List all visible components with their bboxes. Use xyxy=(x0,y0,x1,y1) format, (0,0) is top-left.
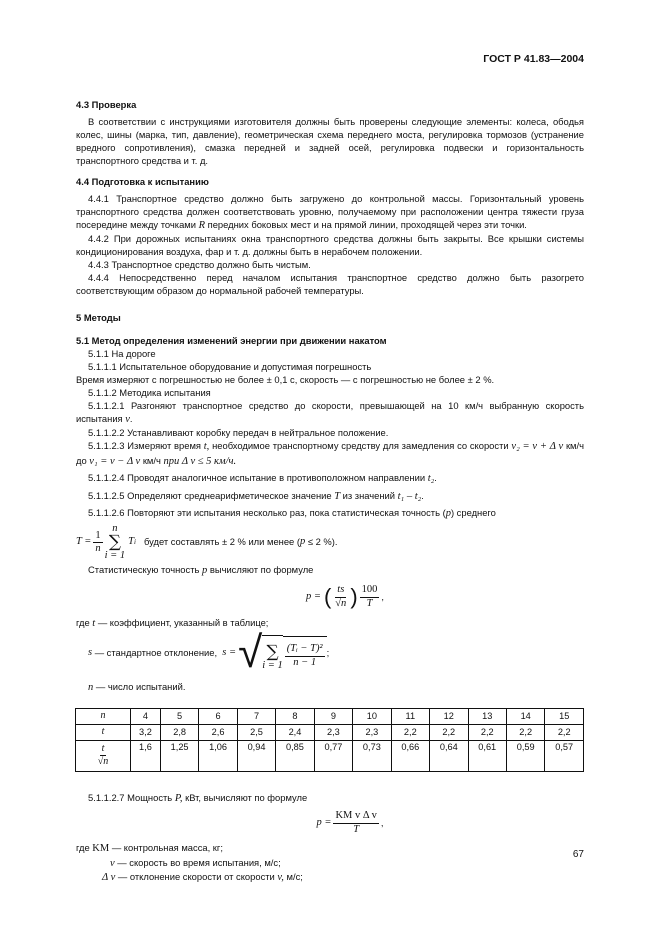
page-content xyxy=(76,92,584,886)
table-cell: 2,3 xyxy=(314,724,352,740)
table-cell: 2,2 xyxy=(468,724,506,740)
table-row xyxy=(76,724,584,740)
para-4-4-4: 4.4.4 Непосредственно перед началом испытания транспортное средство должно быть разогрето соответствующим образом до нормальной рабочей температуры. xyxy=(76,272,584,297)
table-cell: 2,2 xyxy=(430,724,468,740)
table-cell: 2,2 xyxy=(506,724,544,740)
table-cell: 2,6 xyxy=(199,724,237,740)
table-cell: 11 xyxy=(391,708,429,724)
para-4-4-2: 4.4.2 При дорожных испытаниях окна транспортного средства должны быть закрыты. Все крышки системы кондиционирования воздуха, фар и т. д. должны быть в нерабочем положении. xyxy=(76,233,584,258)
table-cell: 0,57 xyxy=(545,740,584,771)
table-cell: 0,66 xyxy=(391,740,429,771)
para-5-1-1-2-4: 5.1.1.2.4 Проводят аналогичное испытание в противоположном направлении t₂. xyxy=(88,472,437,485)
table-cell: 2,4 xyxy=(276,724,314,740)
para-5-1-1-2-1: 5.1.1.2.1 Разгоняют транспортное средство до скорости, превышающей на 10 км/ч выбранную скорость испытания v. xyxy=(76,399,584,425)
table-cell: 0,61 xyxy=(468,740,506,771)
section-4-4-title: 4.4 Подготовка к испытанию xyxy=(76,175,209,187)
table-row xyxy=(76,708,584,724)
where-n: n — число испытаний. xyxy=(88,681,186,694)
para-stat-accuracy: Статистическую точность p вычисляют по формуле xyxy=(88,563,314,576)
table-cell: 15 xyxy=(545,708,584,724)
table-row-header: n xyxy=(76,708,131,724)
table-cell: 1,6 xyxy=(131,740,161,771)
para-5-1-1-2-5: 5.1.1.2.5 Определяют среднеарифметическое значение T из значений t₁ – t₂. xyxy=(88,489,424,502)
table-cell: 0,94 xyxy=(237,740,275,771)
table-cell: 4 xyxy=(131,708,161,724)
section-5-title: 5 Методы xyxy=(76,312,121,324)
para-time-accuracy: Время измеряют с погрешностью не более ± 0,1 с, скорость — с погрешностью не более ± 2 %. xyxy=(76,373,495,385)
table-cell: 0,64 xyxy=(430,740,468,771)
table-cell: 2,8 xyxy=(160,724,198,740)
table-cell: 1,06 xyxy=(199,740,237,771)
table-row xyxy=(76,740,584,771)
table-cell: 12 xyxy=(430,708,468,724)
formula-s: s — стандартное отклонение, s = √ ∑ i = 1 $\frac{\text{(Tᵢ − T)²}}{n - 1}$ ; xyxy=(88,627,330,679)
table-cell: 1,25 xyxy=(160,740,198,771)
table-row-header: $\frac{t}{√n}$ xyxy=(76,740,131,771)
section-4-3-title: 4.3 Проверка xyxy=(76,99,137,110)
document-code: ГОСТ Р 41.83—2004 xyxy=(483,53,584,65)
table-cell: 14 xyxy=(506,708,544,724)
formula-power: p = $\frac{\text{KM v Δ v}}{T}$ , xyxy=(316,810,384,835)
table-cell: 10 xyxy=(353,708,391,724)
coefficient-table-body xyxy=(76,708,584,771)
table-cell: 2,2 xyxy=(391,724,429,740)
table-cell: 9 xyxy=(314,708,352,724)
para-5-1-1-2-7: 5.1.1.2.7 Мощность P, кВт, вычисляют по формуле xyxy=(88,791,308,804)
section-5-1-title: 5.1 Метод определения изменений энергии при движении накатом xyxy=(76,335,387,347)
table-cell: 0,77 xyxy=(314,740,352,771)
table-cell: 13 xyxy=(468,708,506,724)
table-cell: 7 xyxy=(237,708,275,724)
section-4-3-text: В соответствии с инструкциями изготовителя должны быть проверены следующие элементы: колеса, ободья колес, шины (марка, тип, давление), геометрическая схема переднего моста, регулировка тормозов (устранение вредного сопротивления), смазка передней и задней осей, регулировка подвески и горизонтальность транспортного средства и т. д. xyxy=(76,115,584,166)
table-cell: 2,5 xyxy=(237,724,275,740)
para-5-1-1-2-3: 5.1.1.2.3 Измеряют время t, необходимое транспортному средству для замедления со скорости v₂ = v + Δ v км/ч до v₁ = v − Δ v км/ч при Δ v ≤ 5 км/ч. xyxy=(76,440,584,467)
where-t: где t — коэффициент, указанный в таблице; xyxy=(76,616,269,629)
table-cell: 2,3 xyxy=(353,724,391,740)
coefficient-table xyxy=(75,708,584,772)
where-dv: Δ v — отклонение скорости от скорости v, м/с; xyxy=(102,871,303,884)
para-5-1-1-2-2: 5.1.1.2.2 Устанавливают коробку передач в нейтральное положение. xyxy=(88,427,389,439)
page-number: 67 xyxy=(572,849,584,860)
table-cell: 0,85 xyxy=(276,740,314,771)
table-cell: 5 xyxy=(160,708,198,724)
para-4-4-3: 4.4.3 Транспортное средство должно быть чистым. xyxy=(88,259,311,271)
table-cell: 0,59 xyxy=(506,740,544,771)
table-row-header: t xyxy=(76,724,131,740)
formula-p: p = ( $\frac{ts}{√n}$ ) $\frac{100}{T}$ , xyxy=(306,584,384,610)
where-km: где KM — контрольная масса, кг; xyxy=(76,842,223,855)
table-cell: 2,2 xyxy=(545,724,584,740)
table-cell: 6 xyxy=(199,708,237,724)
para-5-1-1-1: 5.1.1.1 Испытательное оборудование и допустимая погрешность xyxy=(88,360,372,372)
para-5-1-1-2: 5.1.1.2 Методика испытания xyxy=(88,386,211,398)
table-cell: 8 xyxy=(276,708,314,724)
formula-mean-T: T = $\frac{1}{n}$ n ∑ i = 1 T i будет составлять ± 2 % или менее ( p ≤ 2 %). xyxy=(76,522,338,562)
table-cell: 3,2 xyxy=(131,724,161,740)
para-4-4-1: 4.4.1 Транспортное средство должно быть загружено до контрольной массы. Горизонтальный уровень транспортного средства должен соответствовать уровню, получаемому при расположении центра тяжести груза посередине между точками R передних боковых мест и на прямой линии, проходящей через эти точки. xyxy=(76,192,584,231)
para-5-1-1: 5.1.1 На дороге xyxy=(88,348,156,360)
para-5-1-1-2-6: 5.1.1.2.6 Повторяют эти испытания несколько раз, пока статистическая точность (p) среднего xyxy=(88,507,496,520)
where-v: v — скорость во время испытания, м/с; xyxy=(110,856,281,869)
table-cell: 0,73 xyxy=(353,740,391,771)
